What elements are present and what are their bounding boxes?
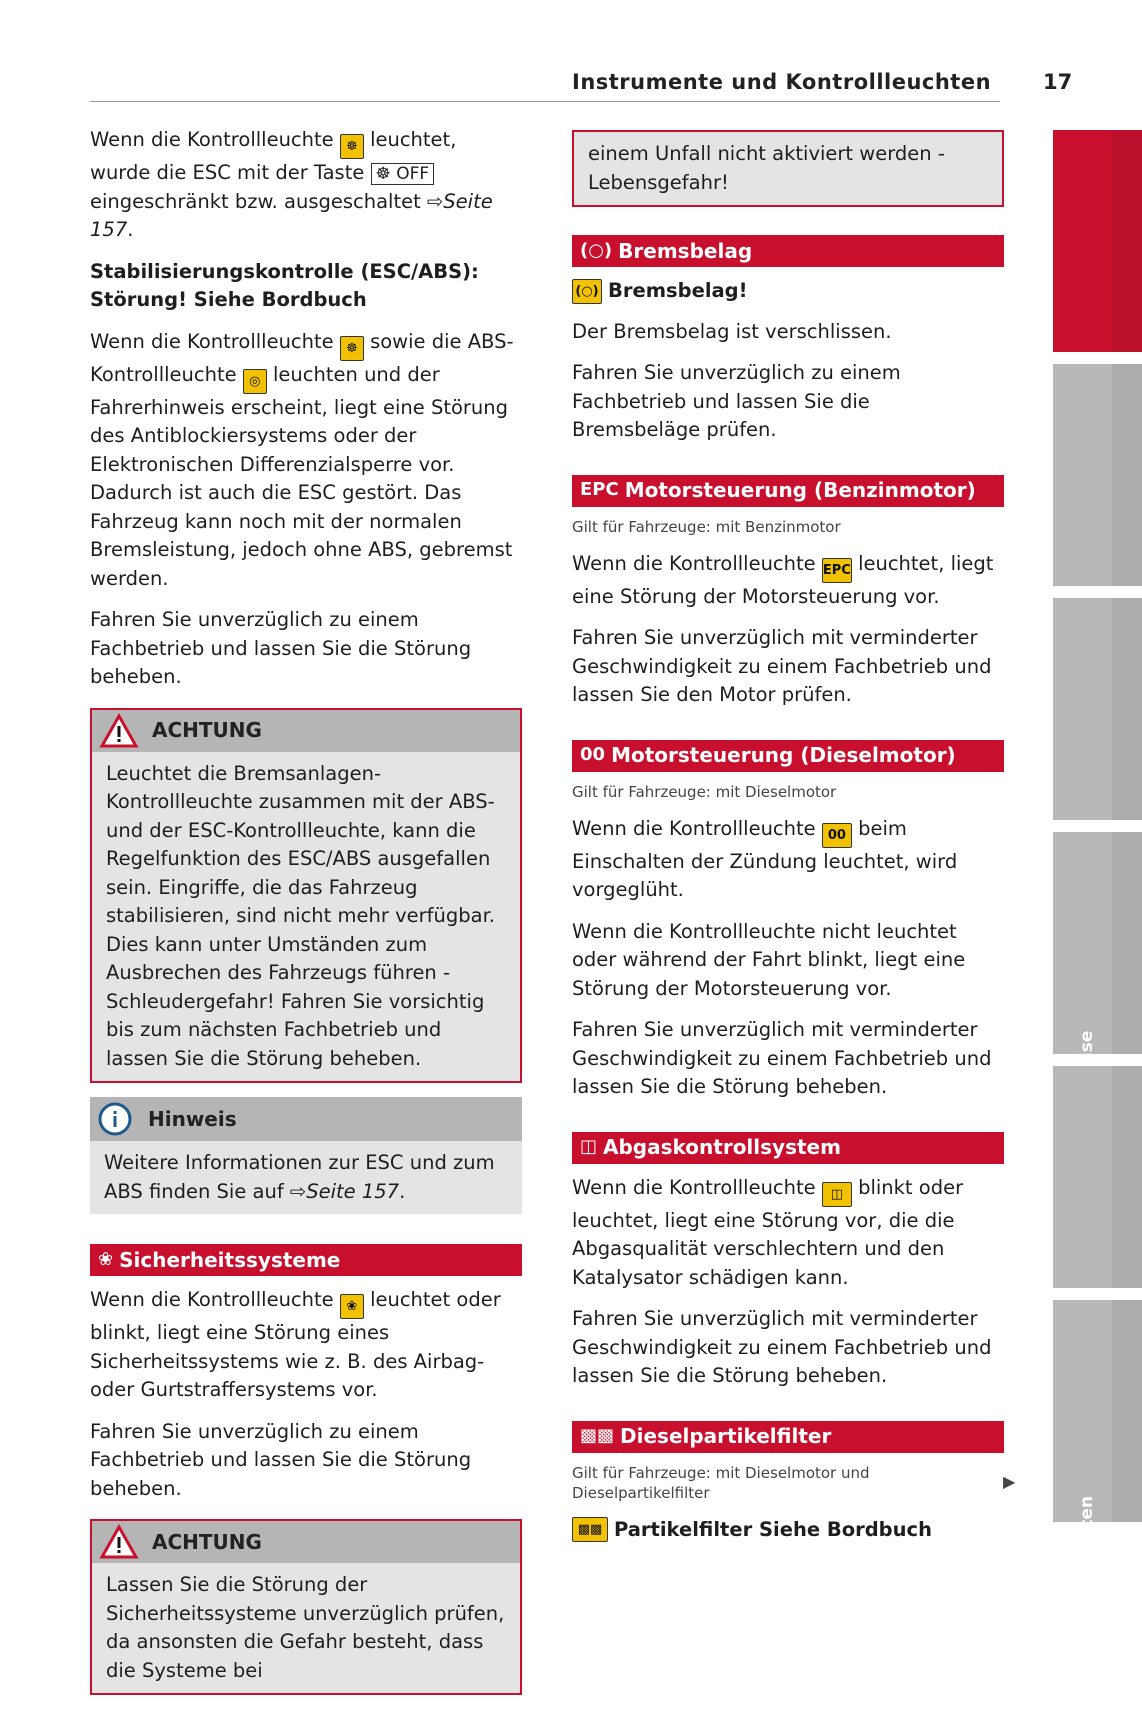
sicherheit-paragraph: Wenn die Kontrollleuchte ❀ leuchtet oder blinkt, liegt eine Störung eines Sicherheitssystems wie z. B. des Airbag- oder Gurtstraffersystems vor.	[90, 1288, 501, 1401]
continue-arrow-icon: ▶	[1003, 1472, 1016, 1491]
section-bar-dieselmotor: 00 Motorsteuerung (Dieselmotor)	[572, 740, 1004, 772]
chapter-tabs	[1053, 130, 1142, 1664]
esc-off-lamp-icon: ☸	[340, 134, 364, 159]
abs-lamp-icon: ◎	[243, 369, 267, 394]
tab-technische-daten[interactable]: Technische Daten	[1053, 1300, 1142, 1522]
tab-betriebshinweise[interactable]	[1053, 832, 1142, 1054]
section-bar-abgas: ◫ Abgaskontrollsystem	[572, 1132, 1004, 1164]
section-bar-sicherheitssysteme: ❀ Sicherheitssysteme	[90, 1244, 522, 1276]
warning-box	[90, 1519, 522, 1695]
warning-box-text: Leuchtet die Bremsanlagen-Kontrollleuchte zusammen mit der ABS- und der ESC-Kontrollleuchte, kann die Regelfunktion des ESC/ABS ausgefallen sein. Eingriffe, die das Fahrzeug stabilisieren, sind nicht mehr verfügbar. Dies kann unter Umständen zum Ausbrechen des Fahrzeugs führen - Schleudergefahr! Fahren Sie vorsichtig bis zum nächsten Fachbetrieb und lassen Sie die Störung beheben.	[106, 761, 495, 1070]
tab-selbsthilfe[interactable]	[1053, 1066, 1142, 1288]
page-link[interactable]: Seite 157	[90, 189, 493, 241]
header-divider	[90, 101, 1000, 102]
tab-fahrhinweise[interactable]	[1053, 598, 1142, 820]
epc-paragraph: Wenn die Kontrollleuchte EPC leuchtet, liegt eine Störung der Motorsteuerung vor.	[572, 551, 994, 608]
note-box	[90, 1097, 522, 1214]
epc-lamp-icon: EPC	[822, 558, 852, 583]
info-icon	[98, 1102, 132, 1136]
abgas-action: Fahren Sie unverzüglich mit verminderter Geschwindigkeit zu einem Fachbetrieb und lassen Sie die Störung beheben.	[572, 1307, 992, 1387]
esc-lamp-icon: ☸	[340, 336, 364, 361]
warning-box-header: ACHTUNG	[92, 1521, 520, 1563]
page-header-title: Instrumente und Kontrollleuchten	[572, 70, 992, 94]
esc-abs-paragraph: Wenn die Kontrollleuchte ☸ sowie die ABS-Kontrollleuchte ◎ leuchten und der Fahrerhinweis erscheint, liegt eine Störung des Antiblockiersystems oder der Elektronischen Differenzialsperre vor. Dadurch ist auch die ESC gestört. Das Fahrzeug kann noch mit der normalen Bremsleistung, jedoch ohne ABS, gebremst werden.	[90, 329, 514, 590]
section-bar-bremsbelag: (○) Bremsbelag	[572, 235, 1004, 267]
esc-off-paragraph: Wenn die Kontrollleuchte ☸ leuchtet, wurde die ESC mit der Taste ☸ OFF eingeschränkt bzw. ausgeschaltet ⇨Seite 157.	[90, 128, 493, 241]
sicherheit-action-paragraph: Fahren Sie unverzüglich zu einem Fachbetrieb und lassen Sie die Störung beheben.	[90, 1419, 472, 1500]
engine-icon: ◫	[580, 1136, 598, 1158]
esc-fault-heading: Stabilisierungskontrolle (ESC/ABS): Störung! Siehe Bordbuch	[90, 259, 479, 311]
warning-box	[90, 708, 522, 1084]
applies-to-benzin: Gilt für Fahrzeuge: mit Benzinmotor	[572, 517, 841, 536]
abgas-paragraph: Wenn die Kontrollleuchte ◫ blinkt oder leuchtet, liegt eine Störung vor, die die Abgasqualität verschlechtern und den Katalysator schädigen kann.	[572, 1175, 964, 1289]
glow-plug-icon: 00	[580, 744, 606, 766]
warning-box-continued	[572, 130, 1004, 207]
airbag-icon: ❀	[98, 1248, 114, 1270]
bremsbelag-action: Fahren Sie unverzüglich zu einem Fachbetrieb und lassen Sie die Bremsbeläge prüfen.	[572, 361, 901, 441]
section-bar-benzinmotor: EPC Motorsteuerung (Benzinmotor)	[572, 475, 1004, 507]
brake-pad-lamp-icon: (○)	[572, 279, 602, 304]
left-column	[90, 126, 522, 1709]
section-bar-dpf: ▩▩ Dieselpartikelfilter	[572, 1421, 1004, 1453]
right-column	[572, 130, 1004, 1556]
esc-off-button-symbol: ☸ OFF	[371, 163, 435, 185]
esc-action-paragraph: Fahren Sie unverzüglich zu einem Fachbetrieb und lassen Sie die Störung beheben.	[90, 608, 472, 688]
note-box-header: Hinweis	[90, 1097, 522, 1141]
warning-box-text: einem Unfall nicht aktiviert werden - Lebensgefahr!	[588, 142, 945, 194]
note-box-text: Weitere Informationen zur ESC und zum ABS finden Sie auf ⇨Seite 157.	[104, 1151, 495, 1203]
warning-triangle-icon	[100, 714, 138, 748]
bremsbelag-text: Der Bremsbelag ist verschlissen.	[572, 319, 892, 343]
epc-icon: EPC	[580, 479, 619, 501]
warning-box-header: ACHTUNG	[92, 710, 520, 752]
diesel-action: Fahren Sie unverzüglich mit verminderter Geschwindigkeit zu einem Fachbetrieb und lassen Sie die Störung beheben.	[572, 1018, 992, 1098]
applies-to-diesel: Gilt für Fahrzeuge: mit Dieselmotor	[572, 782, 837, 801]
warning-box-text: Lassen Sie die Störung der Sicherheitssysteme unverzüglich prüfen, da ansonsten die Gefahr besteht, dass die Systeme bei	[106, 1573, 505, 1682]
diesel-paragraph: Wenn die Kontrollleuchte 00 beim Einschalten der Zündung leuchtet, wird vorgeglüht.	[572, 816, 958, 901]
warning-triangle-icon	[100, 1525, 138, 1559]
tab-sicherheit[interactable]	[1053, 364, 1142, 586]
page-number: 17	[1043, 70, 1073, 94]
airbag-lamp-icon: ❀	[340, 1294, 364, 1319]
diesel-fault-paragraph: Wenn die Kontrollleuchte nicht leuchtet oder während der Fahrt blinkt, liegt eine Störung der Motorsteuerung vor.	[572, 919, 966, 1000]
applies-to-dpf: Gilt für Fahrzeuge: mit Dieselmotor und Dieselpartikelfilter	[572, 1463, 870, 1502]
page-link[interactable]: Seite 157	[306, 1179, 400, 1203]
particle-filter-icon: ▩▩	[580, 1425, 615, 1447]
bremsbelag-subheading: (○) Bremsbelag!	[572, 277, 1004, 306]
brake-pad-icon: (○)	[580, 239, 613, 261]
dpf-subheading: ▩▩ Partikelfilter Siehe Bordbuch	[572, 1516, 1004, 1545]
engine-lamp-icon: ◫	[822, 1182, 852, 1207]
glow-plug-lamp-icon: 00	[822, 823, 852, 848]
particle-filter-lamp-icon: ▩▩	[572, 1517, 608, 1542]
epc-action: Fahren Sie unverzüglich mit verminderter Geschwindigkeit zu einem Fachbetrieb und lassen Sie den Motor prüfen.	[572, 626, 992, 706]
tab-bedienung[interactable]	[1053, 130, 1142, 352]
